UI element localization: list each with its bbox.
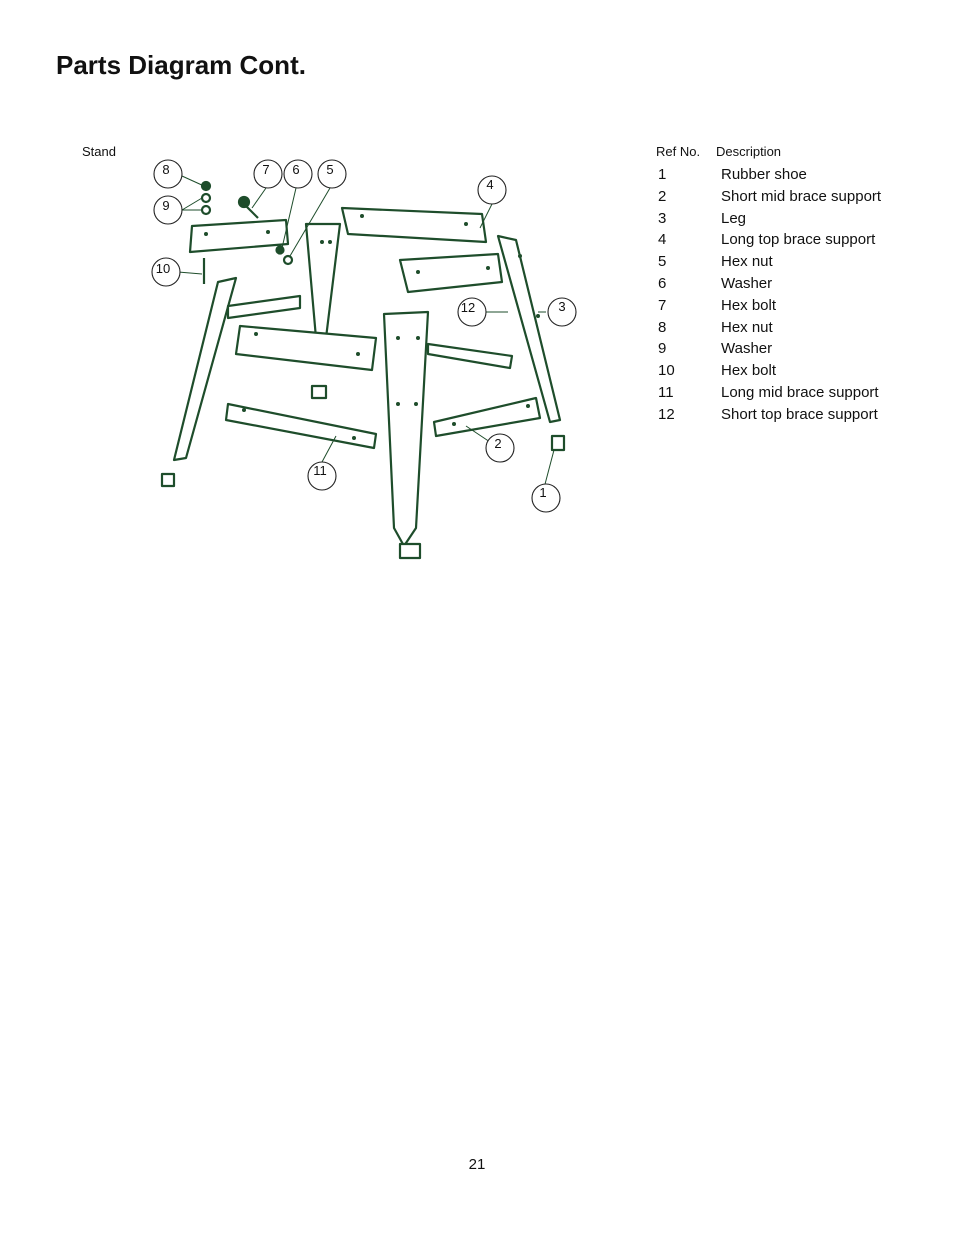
part-ref-number: 5 xyxy=(658,253,667,271)
stand-exploded-view xyxy=(136,148,588,572)
rubber-shoe-part xyxy=(162,474,174,486)
part-description: Hex bolt xyxy=(721,296,777,314)
part-description: Rubber shoe xyxy=(721,166,807,183)
parts-list-row xyxy=(656,186,881,208)
short-top-brace-part xyxy=(400,254,502,292)
callout-label-11: 11 xyxy=(313,463,327,478)
part-description: Long top brace support xyxy=(721,231,876,249)
short-mid-brace-part xyxy=(434,398,540,436)
hex-nut-part xyxy=(284,256,292,264)
left-leg-part xyxy=(174,278,236,460)
part-ref-number: 11 xyxy=(658,383,674,401)
parts-list-row xyxy=(656,404,881,426)
stand-parts-diagram xyxy=(136,148,588,572)
page-title: Parts Diagram Cont. xyxy=(56,50,306,80)
callout-label-6: 6 xyxy=(292,162,300,177)
small-brace-part xyxy=(190,220,288,252)
rubber-shoe-part xyxy=(312,386,326,398)
callout-label-3: 3 xyxy=(558,299,566,314)
part-ref-number: 1 xyxy=(658,166,667,183)
ref-no-header: Ref No. xyxy=(656,144,701,159)
part-description: Washer xyxy=(721,274,773,292)
parts-list-row xyxy=(656,229,881,251)
callout-label-1: 1 xyxy=(539,485,547,500)
washer-part xyxy=(202,206,210,214)
parts-list-row xyxy=(656,251,881,273)
part-description: Hex bolt xyxy=(721,362,777,380)
parts-list-rows xyxy=(656,164,881,426)
part-description: Hex nut xyxy=(721,318,773,336)
part-description: Washer xyxy=(721,340,773,358)
left-upper-brace-part xyxy=(228,296,300,318)
parts-list-row xyxy=(656,382,881,404)
callout-label-9: 9 xyxy=(162,198,170,213)
part-description: Short top brace support xyxy=(721,405,878,423)
hex-bolt-part xyxy=(244,204,258,218)
part-ref-number: 12 xyxy=(658,405,675,423)
part-description: Hex nut xyxy=(721,253,773,271)
parts-list-header xyxy=(656,144,881,164)
part-description: Leg xyxy=(721,209,747,227)
description-header: Description xyxy=(716,144,782,159)
part-ref-number: 4 xyxy=(658,231,667,249)
parts-list-row xyxy=(656,295,881,317)
part-description: Long mid brace support xyxy=(721,383,879,401)
part-ref-number: 3 xyxy=(658,209,667,227)
right-leg-part xyxy=(498,236,560,422)
part-ref-number: 10 xyxy=(658,362,675,380)
washer-part xyxy=(202,194,210,202)
part-description: Short mid brace support xyxy=(721,187,882,205)
right-mid-brace-part xyxy=(428,344,512,368)
parts-list-row xyxy=(656,273,881,295)
callout-label-7: 7 xyxy=(262,162,270,177)
page-number: 21 xyxy=(468,1156,486,1173)
parts-list-row xyxy=(656,360,881,382)
callout-label-12: 12 xyxy=(460,300,476,315)
diagram-label: Stand xyxy=(82,144,116,159)
rubber-shoe-part xyxy=(400,544,420,558)
parts-list-row xyxy=(656,338,881,360)
callout-label-5: 5 xyxy=(326,162,334,177)
part-ref-number: 6 xyxy=(658,274,667,292)
parts-list-row xyxy=(656,208,881,230)
stand-parts-drawing xyxy=(162,182,564,558)
part-ref-number: 8 xyxy=(658,318,667,336)
part-ref-number: 2 xyxy=(658,187,667,205)
part-ref-number: 7 xyxy=(658,296,667,314)
front-leg-part xyxy=(384,312,428,546)
callout-label-2: 2 xyxy=(494,436,502,451)
callout-label-4: 4 xyxy=(486,177,494,192)
parts-list xyxy=(656,144,881,426)
parts-list-row xyxy=(656,164,881,186)
parts-list-row xyxy=(656,317,881,339)
long-mid-brace-part xyxy=(226,404,376,448)
callout-label-8: 8 xyxy=(162,162,170,177)
part-ref-number: 9 xyxy=(658,340,667,358)
callout-label-10: 10 xyxy=(155,261,171,276)
rubber-shoe-part xyxy=(552,436,564,450)
